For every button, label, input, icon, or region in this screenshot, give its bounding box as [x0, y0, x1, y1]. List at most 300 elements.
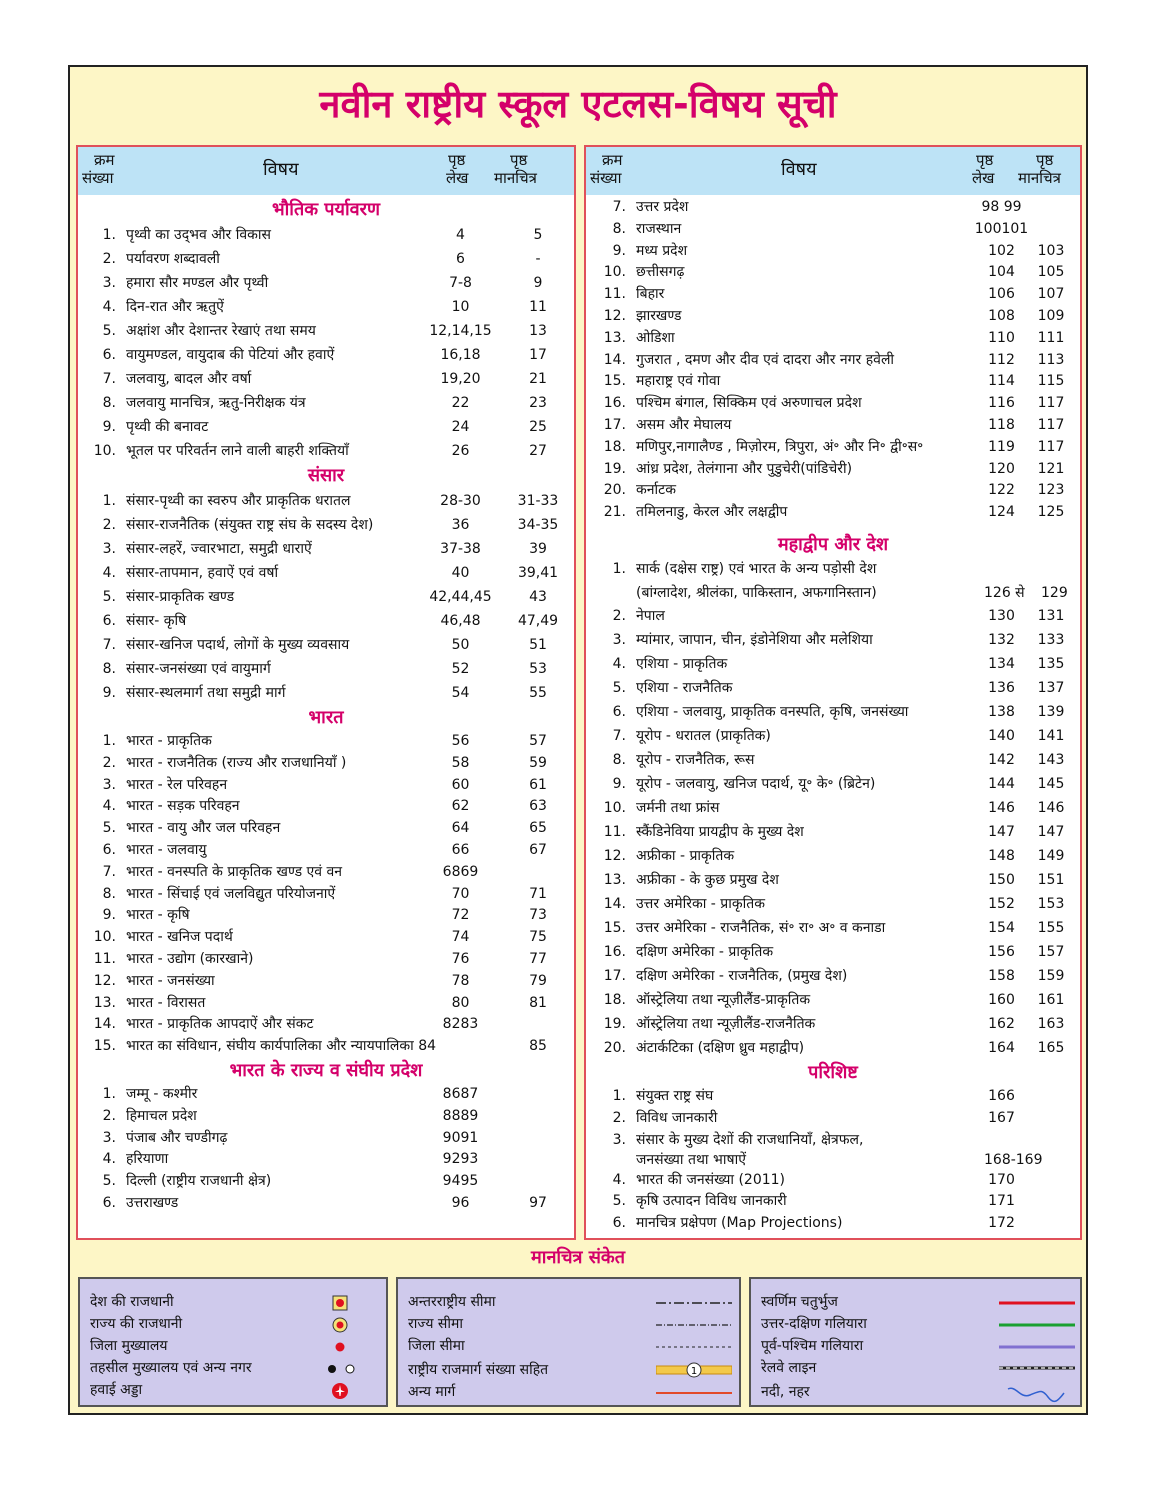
item-number: 3. [102, 275, 116, 291]
item-number: 2. [102, 754, 116, 771]
item-page-text: 26 [451, 443, 470, 459]
list-item [586, 940, 1080, 964]
legend-label: तहसील मुख्यालय एवं अन्य नगर [90, 1360, 252, 1376]
item-title: तमिलनाडु, केरल और लक्षद्वीप [636, 504, 788, 521]
item-title: महाराष्ट्र एवं गोवा [636, 373, 721, 390]
item-number: 2. [102, 251, 116, 267]
list-item: 1. संयुक्त राष्ट्र संघ 166 [612, 1087, 1015, 1104]
item-number: 4. [102, 565, 116, 581]
list-item [78, 561, 574, 585]
item-number: 15. [603, 373, 626, 390]
item-page-text: 74 [451, 929, 470, 946]
item-page-map: 67 [529, 841, 547, 858]
state-capital-icon [330, 1315, 350, 1335]
item-title: संसार-पृथ्वी का स्वरुप और प्राकृतिक धरातल [126, 493, 351, 509]
item-page-text: 106 [988, 286, 1015, 303]
list-item [586, 652, 1080, 676]
item-number: 19. [603, 1015, 626, 1032]
list-item [78, 1193, 574, 1215]
atlas-contents-page [68, 65, 1088, 1415]
item-number: 13. [603, 871, 626, 888]
item-page-text: 46,48 [440, 613, 481, 629]
item-page-map: 121 [1037, 460, 1065, 477]
item-page-text: 134 [988, 655, 1015, 672]
item-title: अक्षांश और देशान्तर रेखाएं तथा समय [126, 323, 316, 339]
list-item [586, 502, 1080, 524]
list-item [78, 1106, 574, 1128]
item-title: पृथ्वी की बनावट [126, 419, 209, 435]
item-number: 7. [102, 863, 116, 880]
item-number: 21. [603, 504, 626, 521]
item-page-map: 155 [1037, 919, 1065, 936]
item-page-map: 113 [1037, 351, 1065, 368]
list-item [78, 247, 574, 271]
item-title: भारत - राजनैतिक (राज्य और राजधानियाँ ) [126, 754, 347, 771]
header-page-map: पृष्ठ [510, 151, 528, 169]
item-page-text: 80 [451, 994, 470, 1011]
header-num: क्रम [94, 151, 115, 169]
item-page-map: 9 [533, 275, 543, 291]
contents-panel-left [76, 145, 576, 1240]
list-item [78, 884, 574, 906]
item-number: 6. [102, 841, 116, 858]
item-number: 5. [612, 679, 626, 696]
item-number: 13. [93, 994, 116, 1011]
section-title: महाद्वीप और देश [777, 533, 889, 555]
page-title: नवीन राष्ट्रीय स्कूल एटलस-विषय सूची [319, 82, 837, 126]
item-page-text: 50 [451, 637, 470, 653]
item-page-text: 104 [988, 264, 1015, 281]
item-title: संसार-लहरें, ज्वारभाटा, समुद्री धाराऐं [126, 541, 312, 557]
item-title: भारत - जलवायु [126, 841, 207, 858]
item-page-text: 10 [451, 299, 470, 315]
airport-icon [330, 1381, 350, 1401]
item-number: 14. [603, 351, 626, 368]
item-page-text: 6 [456, 251, 465, 267]
item-number: 20. [603, 1039, 626, 1056]
legend-label: स्वर्णिम चतुर्भुज [761, 1294, 838, 1310]
item-page-text: 56 [451, 733, 470, 749]
header-subject: विषय [263, 159, 299, 180]
list-item [586, 393, 1080, 415]
list-item [78, 223, 574, 247]
list-item [586, 284, 1080, 306]
item-title: एशिया - जलवायु, प्राकृतिक वनस्पति, कृषि, जनसंख्या [636, 703, 909, 720]
list-item [78, 1014, 574, 1036]
national-highway-icon [656, 1361, 732, 1379]
item-page-text: 22 [451, 395, 470, 411]
international-boundary-icon [656, 1297, 732, 1309]
item-page-map: 43 [529, 589, 547, 605]
item-number: 4. [102, 798, 116, 815]
item-page-map: 163 [1037, 1015, 1065, 1032]
list-item: 6. मानचित्र प्रक्षेपण (Map Projections) 172 [612, 1215, 1015, 1232]
list-item [78, 633, 574, 657]
item-title: भारत - उद्योग (कारखाने) [126, 950, 254, 967]
list-item [586, 844, 1080, 868]
item-page-text: 132 [988, 631, 1015, 648]
item-page-text: 154 [988, 919, 1015, 936]
list-item [78, 796, 574, 818]
list-item [78, 1128, 574, 1150]
item-page-text: 19,20 [440, 371, 481, 387]
item-page-text: 60 [451, 776, 470, 793]
item-title: उत्तर अमेरिका - राजनैतिक, सं॰ रा॰ अ॰ व कनाडा [636, 919, 886, 936]
item-page-map: 109 [1037, 307, 1065, 324]
list-item [78, 949, 574, 971]
item-page-text: 62 [451, 798, 470, 815]
item-number: 18. [603, 438, 626, 455]
item-number: 16. [603, 395, 626, 412]
list-item [78, 731, 574, 753]
item-page-map: 61 [529, 776, 547, 793]
list-item [586, 988, 1080, 1012]
item-page-map: 111 [1037, 329, 1065, 346]
item-page-text: 142 [988, 751, 1015, 768]
item-title: भारत - सड़क परिवहन [126, 798, 240, 815]
item-title: स्कैंडिनेविया प्रायद्वीप के मुख्य देश [636, 823, 804, 840]
item-title: भारत - रेल परिवहन [126, 776, 228, 793]
item-title: संसार-तापमान, हवाऐं एवं वर्षा [126, 565, 279, 581]
item-page-text: 42,44,45 [429, 589, 492, 605]
item-title: एशिया - राजनैतिक [636, 679, 733, 696]
legend-label: अन्य मार्ग [408, 1384, 456, 1400]
item-page-text: 9293 [442, 1151, 479, 1168]
list-item [78, 415, 574, 439]
header-page-text-2: लेख [446, 169, 469, 187]
legend-label: रेलवे लाइन [761, 1360, 817, 1376]
item-number: 1. [102, 733, 116, 749]
list-item [586, 415, 1080, 437]
legend-label: अन्तरराष्ट्रीय सीमा [408, 1294, 496, 1310]
item-page-map: 107 [1037, 286, 1065, 303]
item-page-text: 66 [451, 841, 470, 858]
list-item [78, 753, 574, 775]
item-page-map: 135 [1037, 655, 1065, 672]
item-page-map: 79 [529, 972, 547, 989]
item-page-text: 4 [456, 227, 465, 243]
list-item [586, 964, 1080, 988]
item-page-text: 98 99 [981, 199, 1022, 215]
list-item [78, 840, 574, 862]
contents-panel-right [584, 145, 1082, 1240]
item-page-map: 53 [529, 661, 547, 677]
item-number: 12. [603, 307, 626, 324]
item-page-map: 39 [529, 541, 547, 557]
item-title: नेपाल [636, 607, 665, 624]
item-title: संसार-जनसंख्या एवं वायुमार्ग [126, 661, 271, 677]
item-page-map: 125 [1037, 504, 1065, 521]
item-title: पंजाब और चण्डीगढ़ [126, 1129, 228, 1146]
header-page-map-2: मानचित्र [1018, 169, 1061, 187]
item-title: छत्तीसगढ़ [636, 264, 685, 281]
item-page-text: 24 [451, 419, 470, 435]
list-item [586, 328, 1080, 350]
list-item [586, 262, 1080, 284]
list-item [78, 1149, 574, 1171]
item-title: संसार-प्राकृतिक खण्ड [126, 589, 235, 605]
item-title: जलवायु मानचित्र, ऋतु-निरीक्षक यंत्र [126, 395, 306, 411]
item-page-map: 153 [1037, 895, 1065, 912]
item-number: 3. [102, 1129, 116, 1146]
item-title: हमारा सौर मण्डल और पृथ्वी [126, 275, 269, 291]
item-title: उत्तर अमेरिका - प्राकृतिक [636, 895, 765, 912]
item-page-text: 118 [988, 416, 1015, 433]
item-page-map: 31-33 [517, 493, 559, 509]
list-item: 1. सार्क (दक्षेस राष्ट्र) एवं भारत के अन्य पड़ोसी देश (बांग्लादेश, श्रीलंका, पाकिस्तान, अफगानिस्तान) 126 से 129 [612, 560, 1068, 601]
item-page-map: 103 [1037, 242, 1065, 259]
list-item [78, 993, 574, 1015]
item-page-map: 159 [1037, 967, 1065, 984]
item-title: झारखण्ड [636, 307, 682, 324]
table-header [78, 147, 574, 195]
item-number: 2. [102, 1107, 116, 1124]
item-number: 16. [603, 943, 626, 960]
item-title: यूरोप - राजनैतिक, रूस [636, 751, 755, 768]
list-item [586, 1012, 1080, 1036]
item-page-map: 143 [1037, 751, 1065, 768]
item-number: 1. [102, 1085, 116, 1102]
item-title: म्यांमार, जापान, चीन, इंडोनेशिया और मलेशिया [636, 631, 873, 648]
item-page-text: 64 [451, 820, 470, 837]
district-hq-icon [330, 1337, 350, 1357]
legend-title: मानचित्र संकेत [531, 1247, 625, 1268]
item-page-text: 108 [988, 307, 1015, 324]
item-page-map: 165 [1037, 1039, 1065, 1056]
item-page-map: 149 [1037, 847, 1065, 864]
item-number: 8. [102, 661, 116, 677]
item-title: ऑस्ट्रेलिया तथा न्यूज़ीलैंड-प्राकृतिक [636, 991, 811, 1008]
item-number: 5. [102, 1173, 116, 1190]
north-south-corridor-icon [999, 1319, 1075, 1331]
list-item [78, 657, 574, 681]
railway-line-icon [999, 1362, 1075, 1374]
list-item [586, 437, 1080, 459]
item-number: 10. [603, 799, 626, 816]
item-page-text: 7-8 [449, 275, 472, 291]
item-page-text: 28-30 [440, 493, 481, 509]
item-number: 14. [603, 895, 626, 912]
item-title: मणिपुर,नागालैण्ड , मिज़ोरम, त्रिपुरा, अं॰ और नि॰ द्वी॰स॰ [636, 438, 924, 455]
item-title: संसार-खनिज पदार्थ, लोगों के मुख्य व्यवसाय [126, 637, 350, 653]
item-page-text: 110 [988, 329, 1015, 346]
item-number: 8. [612, 751, 626, 768]
item-number: 6. [102, 1194, 116, 1211]
item-title: आंध्र प्रदेश, तेलंगाना और पुडुचेरी(पांडिचेरी) [636, 460, 853, 477]
item-title: भारत - वनस्पति के प्राकृतिक खण्ड एवं वन [126, 863, 343, 880]
item-title: हिमाचल प्रदेश [126, 1107, 197, 1124]
town-icon [324, 1359, 360, 1379]
item-number: 5. [102, 820, 116, 837]
header-page-map: पृष्ठ [1036, 151, 1054, 169]
item-page-map: 27 [529, 443, 547, 459]
legend-label: देश की राजधानी [90, 1294, 174, 1310]
item-page-map: 11 [529, 299, 547, 315]
item-page-map: 51 [529, 637, 547, 653]
item-number: 12. [93, 972, 116, 989]
item-title: संसार-राजनैतिक (संयुक्त राष्ट्र संघ के सदस्य देश) [126, 517, 374, 533]
list-item [586, 868, 1080, 892]
item-title: भूतल पर परिवर्तन लाने वाली बाहरी शक्तियाँ [126, 443, 349, 459]
list-item [586, 459, 1080, 481]
list-item [78, 927, 574, 949]
item-title: बिहार [636, 286, 665, 303]
header-subject: विषय [781, 159, 817, 180]
item-page-map: 131 [1037, 607, 1065, 624]
item-page-map: 63 [529, 798, 547, 815]
list-item [586, 480, 1080, 502]
item-title: भारत - विरासत [126, 994, 206, 1011]
list-item [586, 1036, 1080, 1060]
item-title: दक्षिण अमेरिका - राजनैतिक, (प्रमुख देश) [636, 967, 848, 984]
item-page-text: 8889 [442, 1107, 479, 1124]
item-page-map: 133 [1037, 631, 1065, 648]
item-number: 7. [612, 727, 626, 744]
item-page-map: 81 [529, 994, 547, 1011]
item-number: 8. [612, 220, 626, 237]
list-item [586, 748, 1080, 772]
header-page-text: पृष्ठ [448, 151, 466, 169]
item-page-map: 71 [529, 885, 547, 902]
item-number: 4. [102, 299, 116, 315]
item-page-map: 55 [529, 685, 547, 701]
list-item [78, 905, 574, 927]
item-page-map: 73 [529, 907, 547, 924]
list-item [78, 319, 574, 343]
item-page-text: 138 [988, 703, 1015, 720]
item-page-map: 85 [529, 1038, 547, 1055]
item-title: उत्तराखण्ड [126, 1194, 179, 1211]
item-number: 6. [102, 613, 116, 629]
other-road-icon [656, 1387, 732, 1399]
item-page-text: 114 [988, 373, 1015, 390]
item-page-text: 54 [451, 685, 470, 701]
item-page-text: 12,14,15 [429, 323, 492, 339]
item-title: जम्मू - कश्मीर [126, 1085, 198, 1102]
list-item [78, 862, 574, 884]
item-page-map: 21 [529, 371, 547, 387]
item-title: असम और मेघालय [636, 416, 732, 433]
item-page-text: 72 [451, 907, 470, 924]
item-number: 6. [612, 703, 626, 720]
table-header [586, 147, 1080, 195]
item-title: पर्यावरण शब्दावली [126, 251, 220, 267]
item-page-map: 146 [1037, 799, 1065, 816]
item-title: वायुमण्डल, वायुदाब की पेटियां और हवाऐं [126, 347, 335, 363]
item-page-map: 123 [1037, 482, 1065, 499]
item-page-map: 105 [1037, 264, 1065, 281]
list-item [78, 513, 574, 537]
item-page-text: 164 [988, 1039, 1015, 1056]
highway-number: 1 [690, 1366, 698, 1377]
item-number: 4. [612, 655, 626, 672]
list-item [586, 306, 1080, 328]
item-page-text: 9091 [442, 1129, 479, 1146]
header-page-text-2: लेख [972, 169, 995, 187]
item-number: 2. [102, 517, 116, 533]
item-page-text: 158 [988, 967, 1015, 984]
item-page-text: 6869 [442, 863, 479, 880]
item-number: 10. [603, 264, 626, 281]
item-page-text: 8283 [442, 1016, 479, 1033]
item-page-text: 144 [988, 775, 1015, 792]
item-title: पृथ्वी का उद्‌भव और विकास [126, 227, 271, 243]
list-item: 5. कृषि उत्पादन विविध जानकारी 171 [612, 1193, 1015, 1210]
item-title: यूरोप - धरातल (प्राकृतिक) [636, 727, 771, 744]
legend-box-settlements [78, 1277, 388, 1407]
item-number: 2. [612, 607, 626, 624]
item-number: 7. [612, 199, 626, 215]
item-page-text: 152 [988, 895, 1015, 912]
item-number: 9. [612, 242, 626, 259]
item-page-map: 47,49 [517, 613, 559, 629]
list-item [78, 609, 574, 633]
item-number: 8. [102, 885, 116, 902]
item-number: 5. [102, 323, 116, 339]
legend-label: नदी, नहर [761, 1384, 810, 1400]
item-title: ओडिशा [636, 329, 675, 346]
item-number: 15. [93, 1038, 116, 1055]
legend-label: पूर्व-पश्चिम गलियारा [761, 1338, 864, 1354]
item-number: 7. [102, 637, 116, 653]
item-number: 1. [102, 493, 116, 509]
item-title: ऑस्ट्रेलिया तथा न्यूज़ीलैंड-राजनैतिक [636, 1015, 816, 1032]
item-page-map: 77 [529, 950, 547, 967]
item-page-map: 34-35 [517, 517, 559, 533]
item-page-text: 150 [988, 871, 1015, 888]
item-page-map: 25 [529, 419, 547, 435]
list-item: 3. संसार के मुख्य देशों की राजधानियाँ, क्षेत्रफल, जनसंख्या तथा भाषाऐं 168-169 [612, 1131, 1043, 1168]
item-page-map: 57 [529, 733, 547, 749]
item-page-text: 112 [988, 351, 1015, 368]
item-number: 19. [603, 460, 626, 477]
list-item [78, 775, 574, 797]
item-page-map: 117 [1037, 438, 1065, 455]
header-num-2: संख्या [590, 169, 622, 187]
item-page-text: 120 [988, 460, 1015, 477]
item-page-text: 130 [988, 607, 1015, 624]
item-page-map: 65 [529, 820, 547, 837]
legend-box-boundaries [396, 1277, 741, 1407]
list-item [78, 489, 574, 513]
item-page-text: 8687 [442, 1085, 479, 1102]
item-title: राजस्थान [636, 220, 682, 237]
item-number: 3. [102, 541, 116, 557]
item-page-text: 78 [451, 972, 470, 989]
item-page-map: 141 [1037, 727, 1065, 744]
list-item [78, 1171, 574, 1193]
item-page-text: 102 [988, 242, 1015, 259]
list-item [586, 350, 1080, 372]
item-number: 18. [603, 991, 626, 1008]
item-number: 11. [93, 950, 116, 967]
item-number: 3. [612, 631, 626, 648]
item-page-map: 117 [1037, 416, 1065, 433]
list-item [78, 585, 574, 609]
item-number: 9. [102, 419, 116, 435]
river-icon [1006, 1383, 1066, 1403]
item-page-map: - [535, 251, 541, 267]
item-number: 12. [603, 847, 626, 864]
legend-label: जिला मुख्यालय [90, 1338, 168, 1354]
list-item [78, 439, 574, 463]
east-west-corridor-icon [999, 1341, 1075, 1353]
legend-label: राज्य की राजधानी [90, 1316, 183, 1332]
item-number: 9. [102, 685, 116, 701]
item-title: भारत - सिंचाई एवं जलविद्युत परियोजनाऐं [126, 885, 336, 902]
list-item: 2. विविध जानकारी 167 [612, 1109, 1015, 1126]
item-title: उत्तर प्रदेश [636, 199, 689, 215]
